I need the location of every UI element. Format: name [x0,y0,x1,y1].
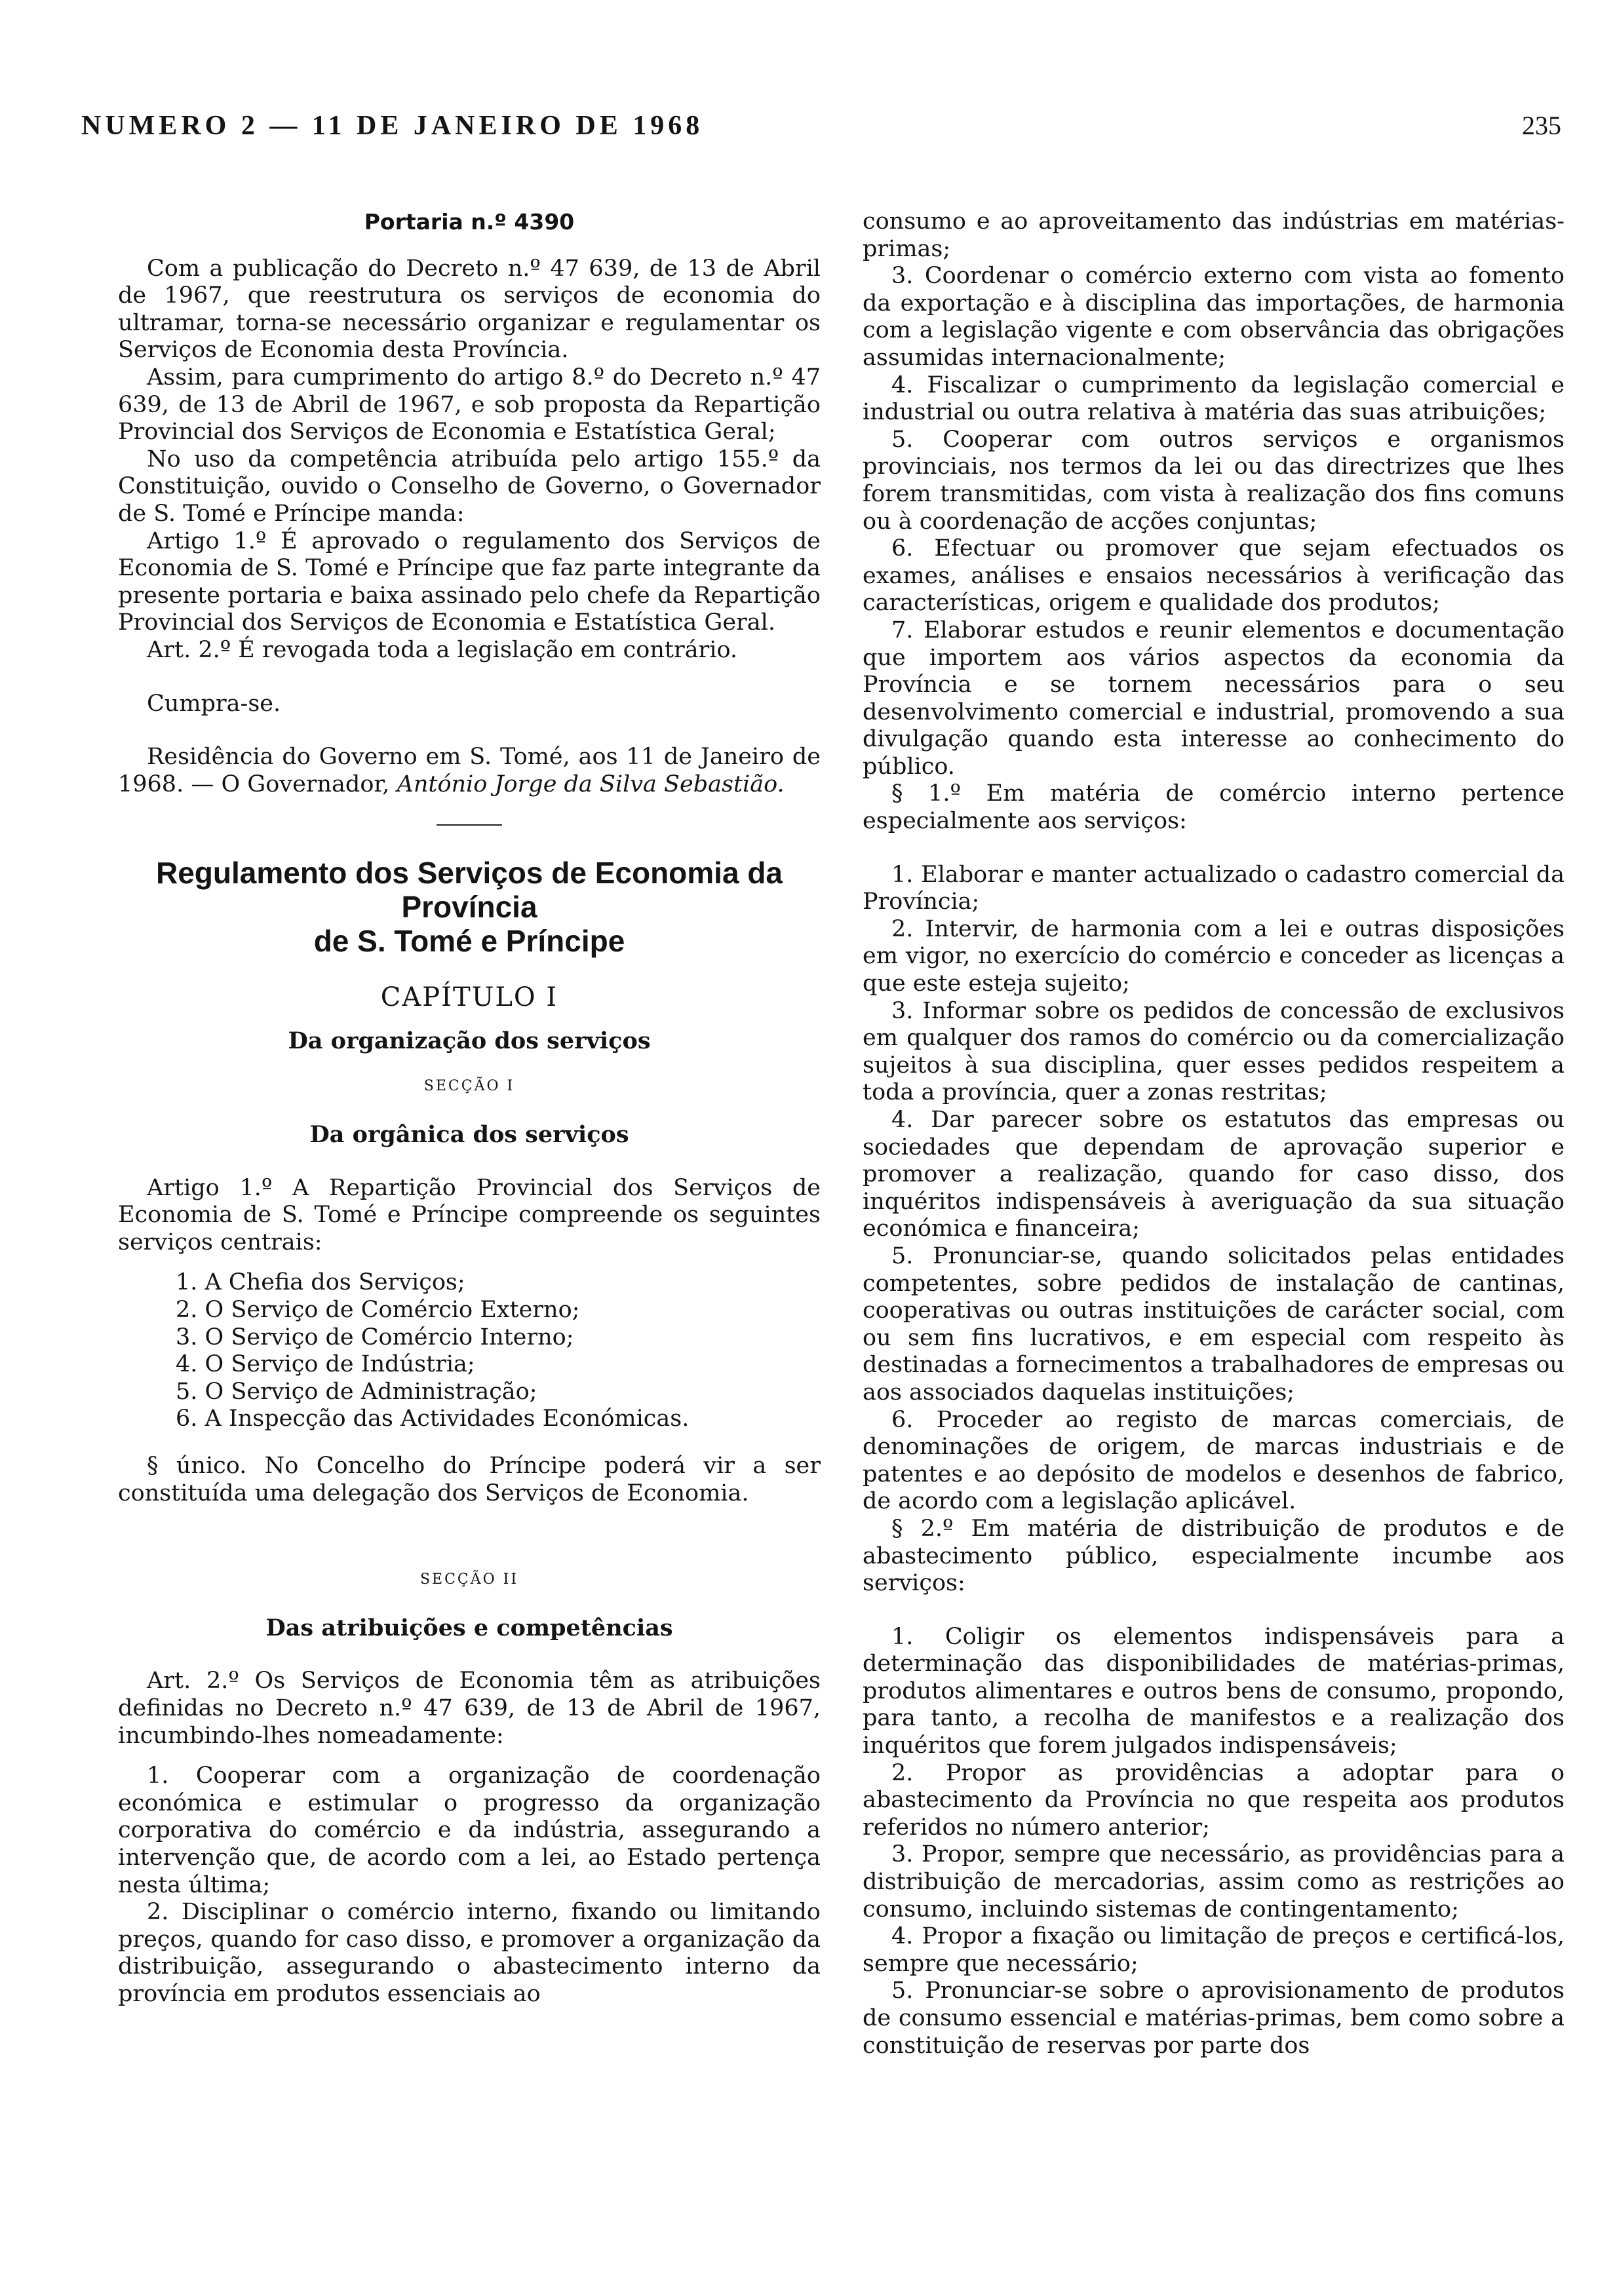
attribution-item: 5. Cooperar com outros serviços e organismos provinciais, nos termos da lei ou das directrizes que lhes forem transmitidas, com vista à realização dos fins comuns ou à coordenação de acções conjuntas; [863,426,1565,535]
services-list [176,1269,821,1433]
art-2-item: 2. Disciplinar o comércio interno, fixando ou limitando preços, quando for caso disso, e promover a organização da distribuição, assegurando o abastecimento interno da província em produtos essenciais ao [118,1899,821,2007]
comercio-interno-item: 3. Informar sobre os pedidos de concessão de exclusivos em qualquer dos ramos do comércio ou da comercialização sujeitos à sua disciplina, quer esses pedidos respeitem a toda a província, quer a zonas restritas; [863,997,1565,1106]
capitulo-subtitle: Da organização dos serviços [288,1027,651,1054]
continuation-text: consumo e ao aproveitamento das indústrias em matérias-primas; [863,208,1565,262]
distribuicao-item: 5. Pronunciar-se sobre o aprovisionamento de produtos de consumo essencial e matérias-primas, bem como sobre a constituição de reservas por parte dos [863,1978,1565,2059]
portaria-paragraph: Com a publicação do Decreto n.º 47 639, de 13 de Abril de 1967, que reestrutura os serviços de economia do ultramar, torna-se necessário organizar e regulamentar os Serviços de Economia desta Província. [118,255,821,364]
list-item: 2. O Serviço de Comércio Externo; [176,1297,580,1324]
regulamento-title-line-2: de S. Tomé e Príncipe [313,924,625,959]
portaria-paragraph: Artigo 1.º É aprovado o regulamento dos Serviços de Economia de S. Tomé e Príncipe que faz parte integrante da presente portaria e baixa assinado pelo chefe da Repartição Provincial dos Serviços de Economia e Estatística Geral. [118,527,821,636]
portaria-paragraph: No uso da competência atribuída pelo artigo 155.º da Constituição, ouvido o Conselho de Governo, o Governador de S. Tomé e Príncipe manda: [118,446,821,527]
distribuicao-item: 4. Propor a fixação ou limitação de preços e certificá-los, sempre que necessário; [863,1923,1565,1977]
artigo-1: Artigo 1.º A Repartição Provincial dos Serviços de Economia de S. Tomé e Príncipe compreende os seguintes serviços centrais: [118,1174,821,1255]
attribution-item: 4. Fiscalizar o cumprimento da legislação comercial e industrial ou outra relativa à matéria das suas atribuições; [863,372,1565,426]
cumpra-se: Cumpra-se. [147,690,281,717]
distribuicao-item: 1. Coligir os elementos indispensáveis para a determinação das disponibilidades de matérias-primas, produtos alimentares e outros bens de consumo, propondo, para tanto, a recolha de manifestos e a realização dos inquéritos que forem julgados indispensáveis; [863,1623,1565,1759]
comercio-interno-item: 2. Intervir, de harmonia com a lei e outras disposições em vigor, no exercício do comércio e conceder as licenças a que este esteja sujeito; [863,915,1565,997]
seccao-2-label: SECÇÃO II [419,1571,519,1588]
seccao-2-title: Das atribuições e competências [265,1614,673,1641]
capitulo-title: CAPÍTULO I [380,982,558,1013]
comercio-interno-item: 1. Elaborar e manter actualizado o cadastro comercial da Província; [863,861,1565,915]
paragrafo-1: § 1.º Em matéria de comércio interno pertence especialmente aos serviços: [863,780,1565,835]
paragrafo-2: § 2.º Em matéria de distribuição de produtos e de abastecimento público, especialmente incumbe aos serviços: [863,1515,1565,1597]
distribuicao-item: 3. Propor, sempre que necessário, as providências para a distribuição de mercadorias, assim como as restrições ao consumo, incluindo sistemas de contingentamento; [863,1841,1565,1923]
left-column [118,208,821,2008]
portaria-paragraph: Assim, para cumprimento do artigo 8.º do Decreto n.º 47 639, de 13 de Abril de 1967, e sob proposta da Repartição Provincial dos Serviços de Economia e Estatística Geral; [118,364,821,446]
list-item: 6. A Inspecção das Actividades Económicas. [176,1406,690,1432]
list-item: 4. O Serviço de Indústria; [176,1351,475,1378]
seccao-1-title: Da orgânica dos serviços [309,1121,629,1149]
art-2: Art. 2.º Os Serviços de Economia têm as atribuições definidas no Decreto n.º 47 639, de 13 de Abril de 1967, incumbindo-lhes nomeadamente: [118,1668,821,1749]
regulamento-title-line-1: Regulamento dos Serviços de Economia da Província [155,856,783,925]
distribuicao-item: 2. Propor as providências a adoptar para o abastecimento da Província no que respeita aos produtos referidos no número anterior; [863,1759,1565,1841]
page-number: 235 [1522,111,1561,140]
portaria-title: Portaria n.º 4390 [364,209,575,235]
divider-rule [437,824,502,826]
comercio-interno-item: 5. Pronunciar-se, quando solicitados pelas entidades competentes, sobre pedidos de instalação de cantinas, cooperativas ou outras instituições de carácter social, com ou sem fins lucrativos, e em especial com respeito às destinadas a fornecimentos a trabalhadores de empresas ou aos associados daquelas instituições; [863,1242,1565,1406]
residencia-text: Residência do Governo em S. Tomé, aos 11 de Janeiro de 1968. — O Governador, [118,744,821,797]
attribution-item: 6. Efectuar ou promover que sejam efectuados os exames, análises e ensaios necessários à verificação das características, origem e qualidade dos produtos; [863,535,1565,617]
attribution-item: 3. Coordenar o comércio externo com vista ao fomento da exportação e à disciplina das importações, de harmonia com a legislação vigente e com observância das obrigações assumidas internacionalmente; [863,263,1565,371]
comercio-interno-item: 4. Dar parecer sobre os estatutos das empresas ou sociedades que dependam de aprovação superior e promover a realização, quando for caso disso, dos inquéritos indispensáveis à averiguação da sua situação económica e financeira; [863,1107,1565,1242]
list-item: 3. O Serviço de Comércio Interno; [176,1324,574,1350]
right-column [863,208,1565,2059]
comercio-interno-item: 6. Proceder ao registo de marcas comerciais, de denominações de origem, de marcas industriais e de patentes e ao depósito de modelos e desenhos de fabrico, de acordo com a legislação aplicável. [863,1406,1565,1515]
attribution-item: 7. Elaborar estudos e reunir elementos e documentação que importem aos vários aspectos da economia da Província e se tornem necessários para o seu desenvolvimento comercial e industrial, promovendo a sua divulgação quando esta interesse ao conhecimento do público. [863,617,1565,780]
list-item: 5. O Serviço de Administração; [176,1378,537,1405]
residencia-signature [118,744,821,798]
portaria-paragraph: Art. 2.º É revogada toda a legislação em contrário. [147,636,738,663]
issue-title: NUMERO 2 — 11 DE JANEIRO DE 1968 [81,111,704,141]
art-2-item: 1. Cooperar com a organização de coordenação económica e estimular o progresso da organização corporativa do comércio e da indústria, assegurando a intervenção que, de acordo com a lei, ao Estado pertença nesta última; [118,1763,821,1898]
seccao-1-label: SECÇÃO I [423,1078,515,1095]
governor-name: António Jorge da Silva Sebastião. [397,771,785,797]
paragrafo-unico: § único. No Concelho do Príncipe poderá vir a ser constituída uma delegação dos Serviços de Economia. [118,1453,821,1506]
page-header [81,110,1561,149]
list-item: 1. A Chefia dos Serviços; [176,1269,465,1296]
